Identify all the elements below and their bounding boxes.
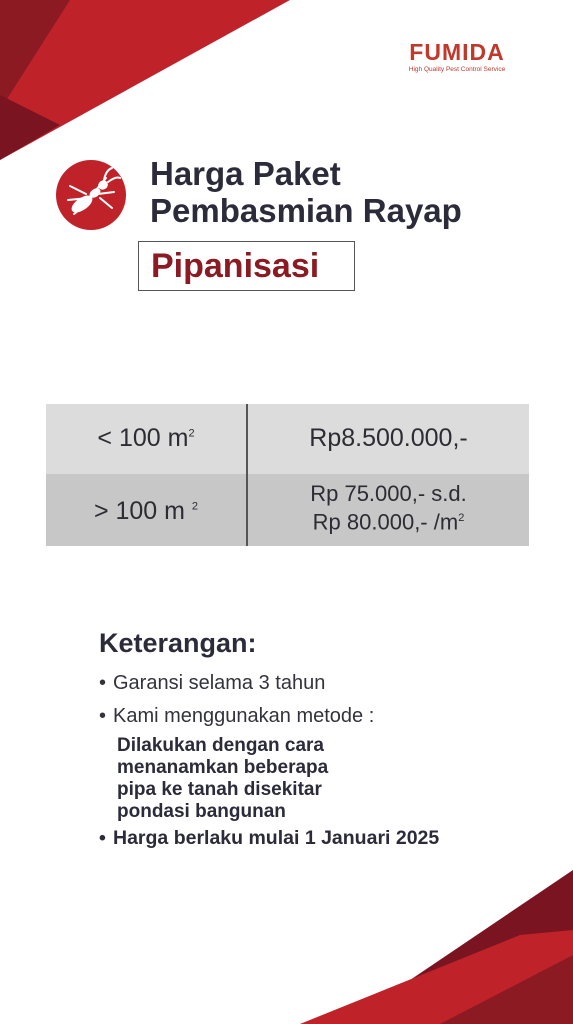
- method-line: pondasi bangunan: [117, 801, 286, 822]
- page-title: [150, 155, 462, 229]
- title-line-1: Harga Paket: [150, 155, 341, 192]
- list-item-text: Harga berlaku mulai 1 Januari 2025: [113, 827, 440, 849]
- method-line: pipa ke tanah disekitar: [117, 779, 322, 800]
- price-line-1: Rp 75.000,- s.d.: [310, 481, 467, 506]
- subtitle: Pipanisasi: [151, 247, 320, 285]
- table-row: [46, 474, 529, 546]
- table-divider: [246, 404, 248, 546]
- bullet-dot: •: [99, 705, 107, 727]
- method-line: Dilakukan dengan cara: [117, 735, 324, 756]
- brand-logo: [392, 40, 522, 74]
- brand-tagline: High Quality Pest Control Service: [408, 66, 506, 73]
- bullet-dot: •: [99, 827, 106, 849]
- subtitle-box: [138, 241, 355, 291]
- notes-title: Keterangan:: [99, 628, 257, 658]
- area-unit-sup: 2: [191, 500, 199, 513]
- title-line-2: Pembasmian Rayap: [150, 192, 462, 229]
- area-text: < 100 m: [97, 424, 189, 452]
- list-item: [99, 672, 325, 695]
- termite-icon: [56, 160, 126, 230]
- price-cell: Rp8.500.000,-: [309, 424, 468, 452]
- list-item: [99, 827, 439, 850]
- area-cell: [46, 497, 246, 526]
- price-line-2-text: Rp 80.000,- /m: [312, 509, 459, 535]
- table-row: [46, 404, 529, 474]
- price-cell: [248, 482, 529, 534]
- brand-name: FUMIDA: [409, 39, 505, 65]
- area-text: > 100 m: [93, 497, 185, 525]
- area-unit-sup: 2: [188, 427, 195, 440]
- method-line: menanamkan beberapa: [117, 757, 329, 778]
- list-item-text: Kami menggunakan metode :: [113, 705, 375, 727]
- method-description: [117, 735, 328, 823]
- area-cell: [46, 424, 246, 453]
- bullet-dot: •: [99, 672, 107, 694]
- price-table: [46, 404, 529, 546]
- list-item: [99, 705, 374, 728]
- list-item-text: Garansi selama 3 tahun: [113, 672, 326, 694]
- price-line-2: [248, 506, 529, 534]
- price-unit-sup: 2: [458, 512, 465, 524]
